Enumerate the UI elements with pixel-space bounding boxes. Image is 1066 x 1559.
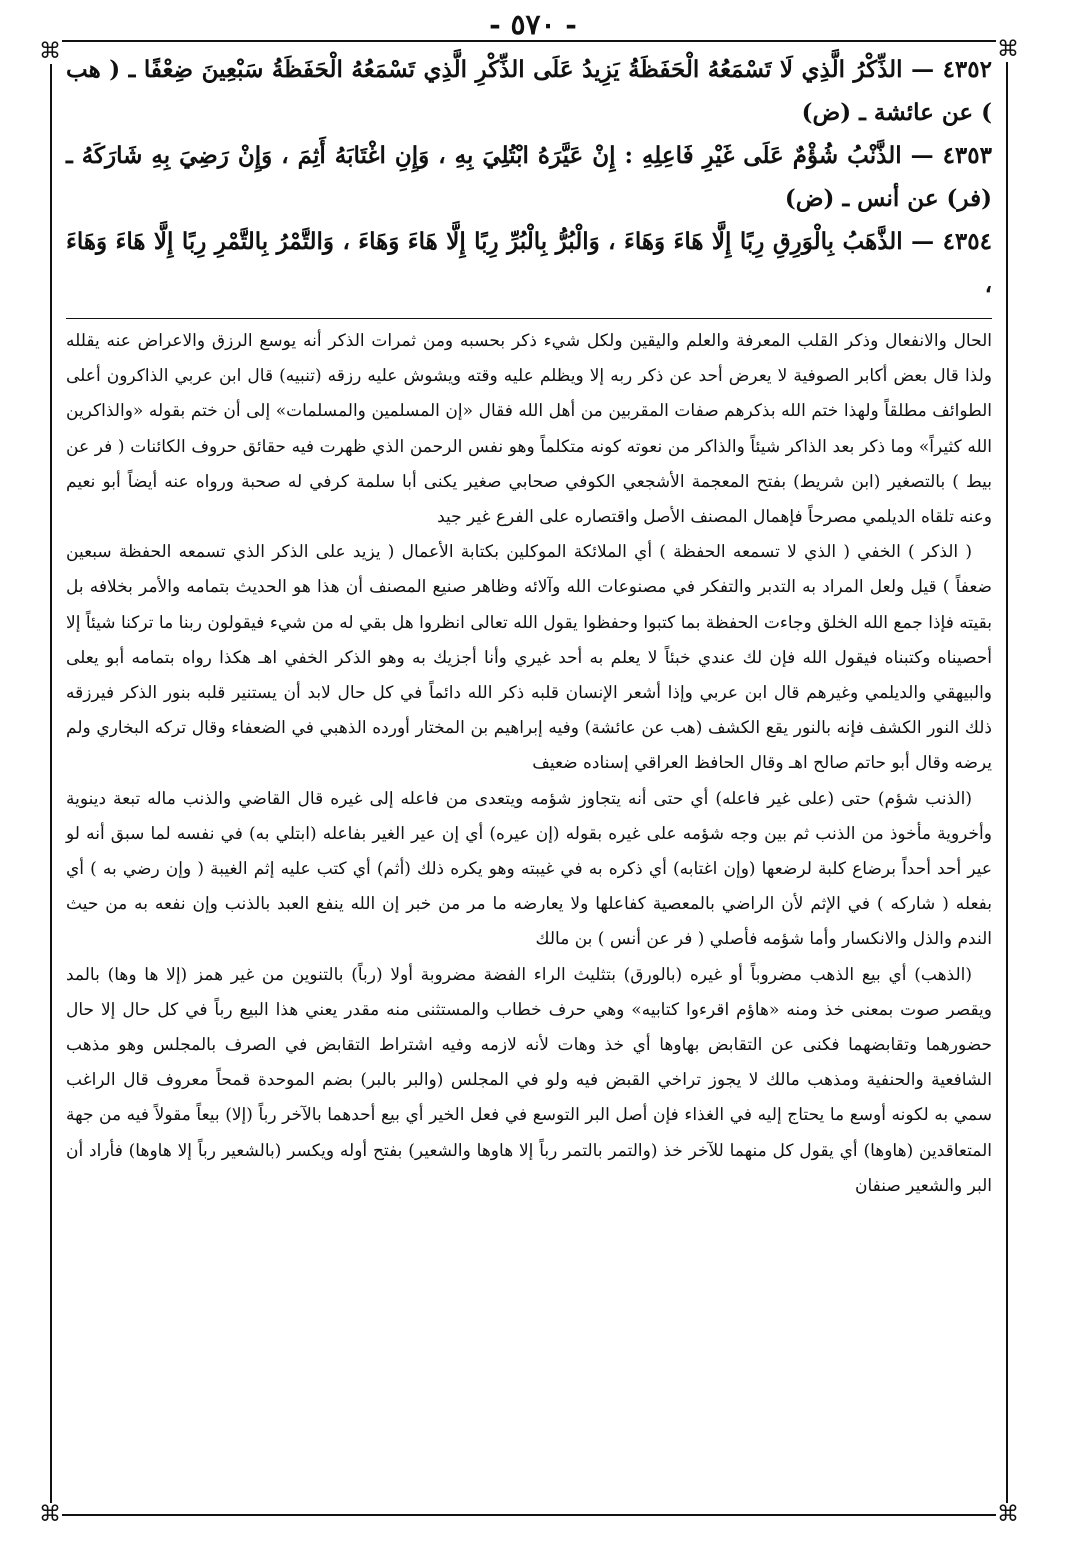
hadith-4352: ٤٣٥٢ — الذِّكْرُ الَّذِي لَا تَسْمَعُهُ الْحَفَظَةُ يَزِيدُ عَلَى الذِّكْرِ الَّذِي تَسْمَعُهُ الْحَفَظَةُ سَبْعِينَ ضِعْفًا ـ ( هب ) عن عائشة ـ (ض) [66, 56, 992, 126]
corner-ornament-icon: ⌘ [997, 1502, 1019, 1527]
section-divider [66, 318, 992, 319]
corner-ornament-icon: ⌘ [39, 39, 61, 64]
commentary-paragraph: الحال والانفعال وذكر القلب المعرفة والعلم واليقين ولكل شيء ذكر بحسبه ومن ثمرات الذكر أنه يوسع الرزق والاعراض عنه يقلله ولذا قال بعض أكابر الصوفية لا يعرض أحد عن ذكر ربه إلا ويظلم عليه وقته ويشوش عليه رزقه (تنبيه) قال ابن عربي الذاكرون أعلى الطوائف مطلقاً ولهذا ختم الله بذكرهم صفات المقربين من أهل الله فقال «إن المسلمين والمسلمات» إلى أن ختم بقوله «والذاكرين الله كثيراً» وما ذكر بعد الذاكر شيئاً والذاكر من نعوته كونه متكلماً وهو نفس الرحمن الذي ظهرت فيه حقائق حروف الكائنات ( فر عن بيط ) بالتصغير (ابن شريط) بفتح المعجمة الأشجعي الكوفي صحابي صغير يكنى أبا سلمة كرفي له صحبة ورواه عنه أيضاً أبو نعيم وعنه تلقاه الديلمي مصرحاً فإهمال المصنف الأصل واقتصاره على الفرع غير جيد [66, 331, 992, 528]
commentary-paragraph: ( الذكر ) الخفي ( الذي لا تسمعه الحفظة ) أي الملائكة الموكلين بكتابة الأعمال ( يزيد على الذكر الذي تسمعه الحفظة سبعين ضعفاً ) قيل ولعل المراد به التدبر والتفكر في مصنوعات الله وآلائه وظاهر صنيع المصنف أن هذا هو الحديث بتمامه والأمر بخلافه بل بقيته فإذا جمع الله الخلق وجاءت الحفظة بما كتبوا وحفظوا يقول الله تعالى انظروا هل بقي له من شيء فيقولون ربنا ما تركنا شيئاً إلا أحصيناه وكتبناه فيقول الله فإن لك عندي خبئاً لا يعلم به أحد غيري وأنا أجزيك به وهو الذكر الخفي اهـ هكذا رواه بتمامه أبو يعلى والبيهقي والديلمي وغيرهم قال ابن عربي وإذا أشعر الإنسان قلبه ذكر الله دائماً في كل حال لابد أن يستنير قلبه بنور الذكر فيرزقه ذلك النور الكشف فإنه بالنور يقع الكشف (هب عن عائشة) وفيه إبراهيم بن المختار أورده الذهبي في الضعفاء وقال تركه البخاري ولم يرضه وقال أبو حاتم صالح اهـ وقال الحافظ العراقي إسناده ضعيف [66, 542, 992, 774]
commentary-paragraph: (الذنب شؤم) حتى (على غير فاعله) أي حتى أنه يتجاوز شؤمه ويتعدى من فاعله إلى غيره قال القاضي والذنب ماله تبعة دينوية وأخروية مأخوذ من الذنب ثم بين وجه شؤمه على غيره بقوله (إن عيره) أي إن عير الغير بفاعله (ابتلي به) في نفسه لما سبق أنه لو عير أحد أحداً برضاع كلبة لرضعها (وإن اغتابه) أي ذكره به في غيبته وهو يكره ذلك (أثم) أي كتب عليه إثم الغيبة ( وإن رضي به ) أي بفعله ( شاركه ) في الإثم لأن الراضي بالمعصية كفاعلها ولا يعارضه ما مر من خبر إن الله ينفع العبد بالذنب وإن نفعه به من حيث الندم والذل والانكسار وأما شؤمه فأصلي ( فر عن أنس ) بن مالك [66, 788, 992, 950]
hadith-text-section [66, 48, 992, 306]
hadith-4354: ٤٣٥٤ — الذَّهَبُ بِالْوَرِقِ رِبًا إِلَّا هَاءَ وَهَاءَ ، وَالْبُرُّ بِالْبُرِّ رِبًا إِلَّا هَاءَ وَهَاءَ ، وَالتَّمْرُ بِالتَّمْرِ رِبًا إِلَّا هَاءَ وَهَاءَ ، [66, 228, 992, 298]
corner-ornament-icon: ⌘ [39, 1502, 61, 1527]
hadith-4353: ٤٣٥٣ — الذَّنْبُ شُؤْمٌ عَلَى غَيْرِ فَاعِلِهِ : إِنْ عَيَّرَهُ ابْتُلِيَ بِهِ ، وَإِنِ اغْتَابَهُ أَثِمَ ، وَإِنْ رَضِيَ بِهِ شَارَكَهُ ـ (فر) عن أنس ـ (ض) [66, 142, 992, 212]
commentary-paragraph: (الذهب) أي بيع الذهب مضروباً أو غيره (بالورق) بتثليث الراء الفضة مضروبة أولا (رباً) بالتنوين من غير همز (إلا ها وها) بالمد ويقصر صوت بمعنى خذ ومنه «هاؤم اقرءوا كتابيه» وهي حرف خطاب والمستثنى منه مقدر يعني هذا البيع رباً في كل حال إلا حال حضورهما وتقابضهما فكنى عن التقابض بهاوها أي خذ وهات لأنه لازمه وفيه اشتراط التقابض في الصرف بالمجلس وهو مذهب الشافعية والحنفية ومذهب مالك لا يجوز تراخي القبض فيه ولو في المجلس (والبر بالبر) بضم الموحدة قمحاً معروف قال الراغب سمي به لكونه أوسع ما يحتاج إليه في الغذاء فإن أصل البر التوسع في فعل الخير أي بيع أحدهما بالآخر رباً (إلا) بيعاً مقولاً فيه من جهة المتعاقدين (هاوها) أي يقول كل منهما للآخر خذ (والتمر بالتمر رباً إلا هاوها والشعير) بفتح أوله ويكسر (بالشعير رباً إلا هاوها) فأراد أن البر والشعير صنفان [66, 964, 992, 1196]
corner-ornament-icon: ⌘ [997, 37, 1019, 62]
commentary-section [66, 324, 992, 1204]
page-number: - ٥٧٠ - [489, 8, 577, 41]
